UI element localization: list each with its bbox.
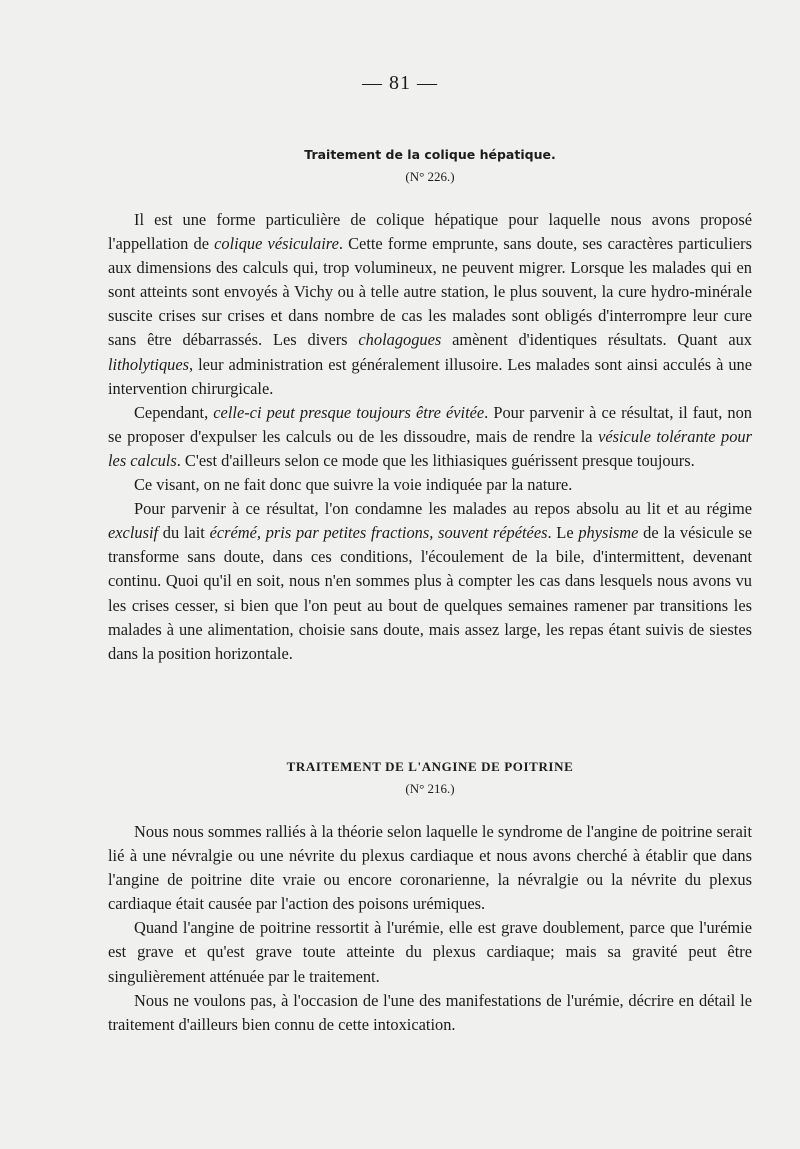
section-reference: (N° 226.)	[405, 169, 455, 184]
paragraph: Quand l'angine de poitrine ressortit à l'urémie, elle est grave doublement, parce que l'urémie est grave et qu'est grave toute atteinte du plexus cardiaque; mais sa gravité peut être singulièrement atténuée par le traitement.	[108, 918, 752, 986]
paragraph	[108, 401, 752, 473]
section-title: Traitement de la colique hépatique.	[304, 147, 556, 162]
text-run: . Pour parvenir à ce résultat, il faut, non se proposer d'expulser les calculs ou de les dissoudre, mais de rendre la	[108, 402, 752, 446]
italic-term: exclusif	[108, 523, 159, 543]
text-run: Cependant,	[134, 402, 214, 422]
text-run: . C'est d'ailleurs selon ce mode que les lithiasiques guérissent presque toujours.	[176, 450, 695, 470]
italic-term: vésicule tolérante pour les calculs	[108, 426, 752, 470]
italic-term: cholagogues	[358, 330, 442, 350]
text-run: . Cette forme emprunte, sans doute, ses caractères particuliers aux dimensions des calculs qui, trop volumineux, ne peuvent migrer. Lorsque les malades qui en sont atteints sont envoyés à Vichy ou à telle autre station, le plus souvent, la cure hydro-minérale suscite crises sur crises et dans nombre de cas les malades sont obligés d'interrompre leur cure sans être débarrassés. Les divers	[108, 234, 752, 350]
italic-term: physisme	[578, 523, 639, 543]
page-number: — 81 —	[362, 72, 438, 94]
italic-term: celle-ci peut presque toujours être évitée	[213, 402, 485, 422]
text-run: Pour parvenir à ce résultat, l'on condamne les malades au repos absolu au lit et au régime	[134, 499, 752, 519]
section-title: TRAITEMENT DE L'ANGINE DE POITRINE	[286, 759, 574, 774]
text-run: , leur administration est généralement illusoire. Les malades sont ainsi acculés à une intervention chirurgicale.	[108, 354, 752, 398]
text-run: . Le	[547, 523, 579, 543]
paragraph: Nous ne voulons pas, à l'occasion de l'une des manifestations de l'urémie, décrire en détail le traitement d'ailleurs bien connu de cette intoxication.	[108, 990, 752, 1034]
text-run: amènent d'identiques résultats. Quant aux	[441, 330, 752, 350]
italic-term: écrémé, pris par petites fractions, souvent répétées	[209, 523, 548, 543]
italic-term: litholytiques	[108, 354, 190, 374]
paragraph	[108, 208, 752, 401]
italic-term: colique vésiculaire	[214, 234, 339, 254]
text-run: de la vésicule se transforme sans doute, dans ces conditions, l'écoulement de la bile, d'intermittent, devenant continu. Quoi qu'il en soit, nous n'en sommes plus à compter les cas dans lesquels nous avons vu les crises cesser, si bien que l'on peut au bout de quelques semaines ramener par transitions les malades à une alimentation, choisie sans doute, mais assez large, les repas étant suivis de siestes dans la position horizontale.	[108, 523, 752, 663]
section-colique-hepatique	[108, 146, 752, 666]
text-run: Il est une forme particulière de colique hépatique pour laquelle nous avons proposé l'appellation de	[108, 210, 752, 254]
section-reference: (N° 216.)	[405, 781, 455, 796]
text-run: du lait	[158, 523, 210, 543]
paragraph	[108, 497, 752, 666]
paragraph: Ce visant, on ne fait donc que suivre la voie indiquée par la nature.	[134, 475, 573, 495]
section-angine-de-poitrine	[108, 758, 752, 1037]
paragraph: Nous nous sommes ralliés à la théorie selon laquelle le syndrome de l'angine de poitrine serait lié à une névralgie ou une névrite du plexus cardiaque et nous avons cherché à établir que dans l'angine de poitrine dite vraie ou encore coronarienne, la névralgie ou la névrite du plexus cardiaque était causée par l'action des poisons urémiques.	[108, 822, 752, 914]
